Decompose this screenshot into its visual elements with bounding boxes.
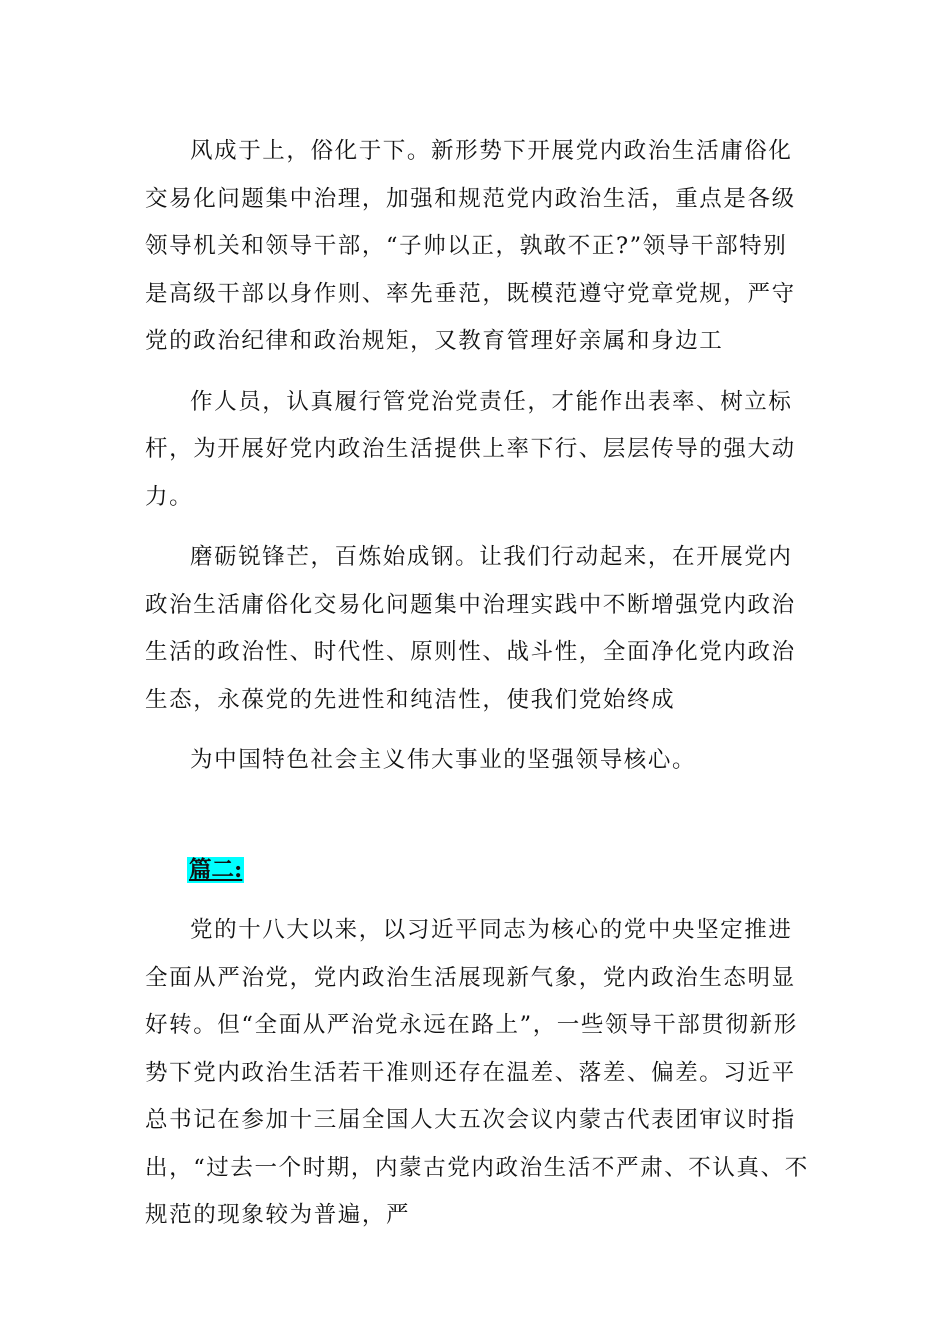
paragraph-spacer <box>145 521 810 534</box>
paragraph-spacer <box>145 724 810 737</box>
paragraph-spacer <box>145 366 810 379</box>
paragraph-5: 党的十八大以来，以习近平同志为核心的党中央坚定推进全面从严治党，党内政治生活展现新气象，党内政治生态明显好转。但“全面从严治党永远在路上”，一些领导干部贯彻新形势下党内政治生活若干准则还存在温差、落差、偏差。习近平总书记在参加十三届全国人大五次会议内蒙古代表团审议时指出，“过去一个时期，内蒙古党内政治生活不严肃、不认真、不规范的现象较为普遍，严 <box>145 917 809 1228</box>
document-body <box>145 128 810 1240</box>
paragraph-2: 作人员，认真履行管党治党责任，才能作出表率、树立标杆，为开展好党内政治生活提供上率下行、层层传导的强大动力。 <box>145 388 796 510</box>
paragraph-3: 磨砺锐锋芒，百炼始成钢。让我们行动起来，在开展党内政治生活庸俗化交易化问题集中治理实践中不断增强党内政治生活的政治性、时代性、原则性、战斗性，全面净化党内政治生态，永葆党的先进性和纯洁性，使我们党始终成 <box>145 544 796 713</box>
section-heading-highlight: 篇二: <box>189 856 243 883</box>
paragraph-1: 风成于上，俗化于下。新形势下开展党内政治生活庸俗化交易化问题集中治理，加强和规范党内政治生活，重点是各级领导机关和领导干部，“子帅以正，孰敢不正?”领导干部特别是高级干部以身作则、率先垂范，既模范遵守党章党规，严守党的政治纪律和政治规矩，又教育管理好亲属和身边工 <box>145 138 796 354</box>
paragraph-spacer <box>145 894 810 907</box>
paragraph-4: 为中国特色社会主义伟大事业的坚强领导核心。 <box>190 747 697 773</box>
section-spacer <box>145 785 810 847</box>
section-heading <box>145 847 810 895</box>
